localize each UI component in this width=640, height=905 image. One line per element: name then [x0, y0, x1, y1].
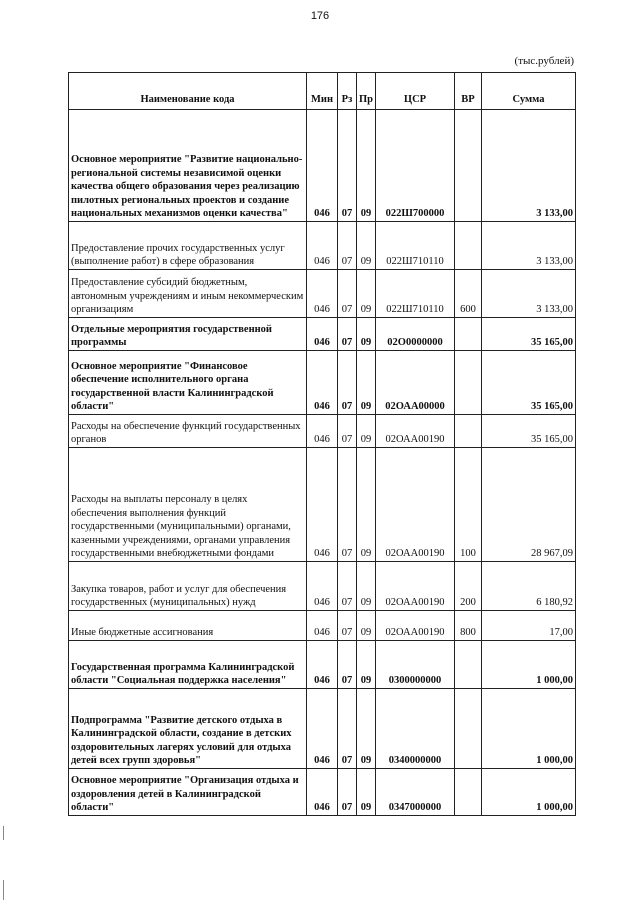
cell-csr: 022Ш700000 [376, 110, 455, 222]
cell-pr: 09 [357, 641, 376, 689]
cell-min: 046 [307, 351, 338, 415]
cell-pr: 09 [357, 222, 376, 270]
cell-sum: 28 967,09 [482, 448, 576, 562]
table-row [69, 562, 576, 611]
cell-pr: 09 [357, 351, 376, 415]
table-row [69, 611, 576, 641]
cell-vr: 200 [455, 562, 482, 611]
cell-sum: 35 165,00 [482, 415, 576, 448]
cell-min: 046 [307, 222, 338, 270]
cell-name: Основное мероприятие "Развитие национально-региональной системы независимой оценки качества общего образования через реализацию пилотных региональных проектов и создание национальных механизмов оценки качества" [69, 110, 307, 222]
cell-name: Государственная программа Калининградской области "Социальная поддержка населения" [69, 641, 307, 689]
cell-min: 046 [307, 270, 338, 318]
cell-vr [455, 351, 482, 415]
cell-pr: 09 [357, 562, 376, 611]
cell-csr: 0300000000 [376, 641, 455, 689]
cell-name: Расходы на обеспечение функций государственных органов [69, 415, 307, 448]
margin-mark [3, 880, 4, 900]
cell-vr [455, 641, 482, 689]
cell-min: 046 [307, 641, 338, 689]
cell-vr [455, 110, 482, 222]
cell-name: Предоставление субсидий бюджетным, автономным учреждениям и иным некоммерческим организациям [69, 270, 307, 318]
table-body [69, 110, 576, 816]
cell-min: 046 [307, 448, 338, 562]
table-header-row [69, 73, 576, 110]
header-vr: ВР [455, 73, 482, 110]
cell-rz: 07 [338, 689, 357, 769]
header-sum: Сумма [482, 73, 576, 110]
table-row [69, 415, 576, 448]
cell-min: 046 [307, 689, 338, 769]
cell-rz: 07 [338, 611, 357, 641]
cell-pr: 09 [357, 270, 376, 318]
cell-csr: 02ОАА00190 [376, 562, 455, 611]
cell-csr: 02О0000000 [376, 318, 455, 351]
cell-rz: 07 [338, 351, 357, 415]
cell-sum: 17,00 [482, 611, 576, 641]
cell-min: 046 [307, 611, 338, 641]
cell-min: 046 [307, 415, 338, 448]
cell-csr: 0340000000 [376, 689, 455, 769]
cell-csr: 0347000000 [376, 769, 455, 816]
cell-sum: 1 000,00 [482, 689, 576, 769]
cell-name: Иные бюджетные ассигнования [69, 611, 307, 641]
page-number: 176 [310, 10, 330, 22]
cell-pr: 09 [357, 318, 376, 351]
table-row [69, 318, 576, 351]
header-pr: Пр [357, 73, 376, 110]
cell-vr: 600 [455, 270, 482, 318]
header-min: Мин [307, 73, 338, 110]
cell-rz: 07 [338, 641, 357, 689]
cell-sum: 35 165,00 [482, 351, 576, 415]
header-csr: ЦСР [376, 73, 455, 110]
cell-rz: 07 [338, 270, 357, 318]
cell-pr: 09 [357, 448, 376, 562]
cell-sum: 3 133,00 [482, 270, 576, 318]
table-row [69, 448, 576, 562]
cell-rz: 07 [338, 318, 357, 351]
table-row [69, 110, 576, 222]
cell-vr [455, 415, 482, 448]
cell-sum: 6 180,92 [482, 562, 576, 611]
cell-sum: 1 000,00 [482, 641, 576, 689]
cell-csr: 02ОАА00000 [376, 351, 455, 415]
cell-rz: 07 [338, 110, 357, 222]
cell-sum: 3 133,00 [482, 110, 576, 222]
cell-sum: 1 000,00 [482, 769, 576, 816]
cell-sum: 35 165,00 [482, 318, 576, 351]
cell-min: 046 [307, 318, 338, 351]
cell-vr: 100 [455, 448, 482, 562]
cell-vr [455, 689, 482, 769]
cell-rz: 07 [338, 769, 357, 816]
cell-csr: 02ОАА00190 [376, 415, 455, 448]
cell-rz: 07 [338, 415, 357, 448]
cell-min: 046 [307, 769, 338, 816]
table-row [69, 689, 576, 769]
cell-pr: 09 [357, 415, 376, 448]
cell-sum: 3 133,00 [482, 222, 576, 270]
cell-pr: 09 [357, 689, 376, 769]
cell-pr: 09 [357, 611, 376, 641]
cell-csr: 022Ш710110 [376, 270, 455, 318]
cell-vr [455, 222, 482, 270]
cell-name: Закупка товаров, работ и услуг для обеспечения государственных (муниципальных) нужд [69, 562, 307, 611]
table-row [69, 270, 576, 318]
cell-name: Основное мероприятие "Организация отдыха и оздоровления детей в Калининградской области" [69, 769, 307, 816]
cell-name: Отдельные мероприятия государственной программы [69, 318, 307, 351]
cell-vr: 800 [455, 611, 482, 641]
cell-name: Расходы на выплаты персоналу в целях обеспечения выполнения функций государственными (муниципальными) органами, казенными учреждениями, органами управления государственными внебюджетными фондами [69, 448, 307, 562]
cell-csr: 02ОАА00190 [376, 611, 455, 641]
cell-pr: 09 [357, 769, 376, 816]
cell-csr: 02ОАА00190 [376, 448, 455, 562]
cell-name: Основное мероприятие "Финансовое обеспечение исполнительного органа государственной власти Калининградской области" [69, 351, 307, 415]
header-rz: Рз [338, 73, 357, 110]
cell-name: Подпрограмма "Развитие детского отдыха в Калининградской области, создание в детских оздоровительных лагерях условий для отдыха детей всех групп здоровья" [69, 689, 307, 769]
cell-rz: 07 [338, 562, 357, 611]
table-row [69, 641, 576, 689]
table-row [69, 351, 576, 415]
cell-rz: 07 [338, 448, 357, 562]
cell-vr [455, 318, 482, 351]
cell-pr: 09 [357, 110, 376, 222]
cell-name: Предоставление прочих государственных услуг (выполнение работ) в сфере образования [69, 222, 307, 270]
budget-table [68, 72, 576, 816]
table-row [69, 222, 576, 270]
cell-csr: 022Ш710110 [376, 222, 455, 270]
margin-mark [3, 826, 4, 840]
cell-min: 046 [307, 562, 338, 611]
table-row [69, 769, 576, 816]
units-label: (тыс.рублей) [514, 55, 574, 67]
cell-min: 046 [307, 110, 338, 222]
header-name: Наименование кода [69, 73, 307, 110]
cell-rz: 07 [338, 222, 357, 270]
cell-vr [455, 769, 482, 816]
